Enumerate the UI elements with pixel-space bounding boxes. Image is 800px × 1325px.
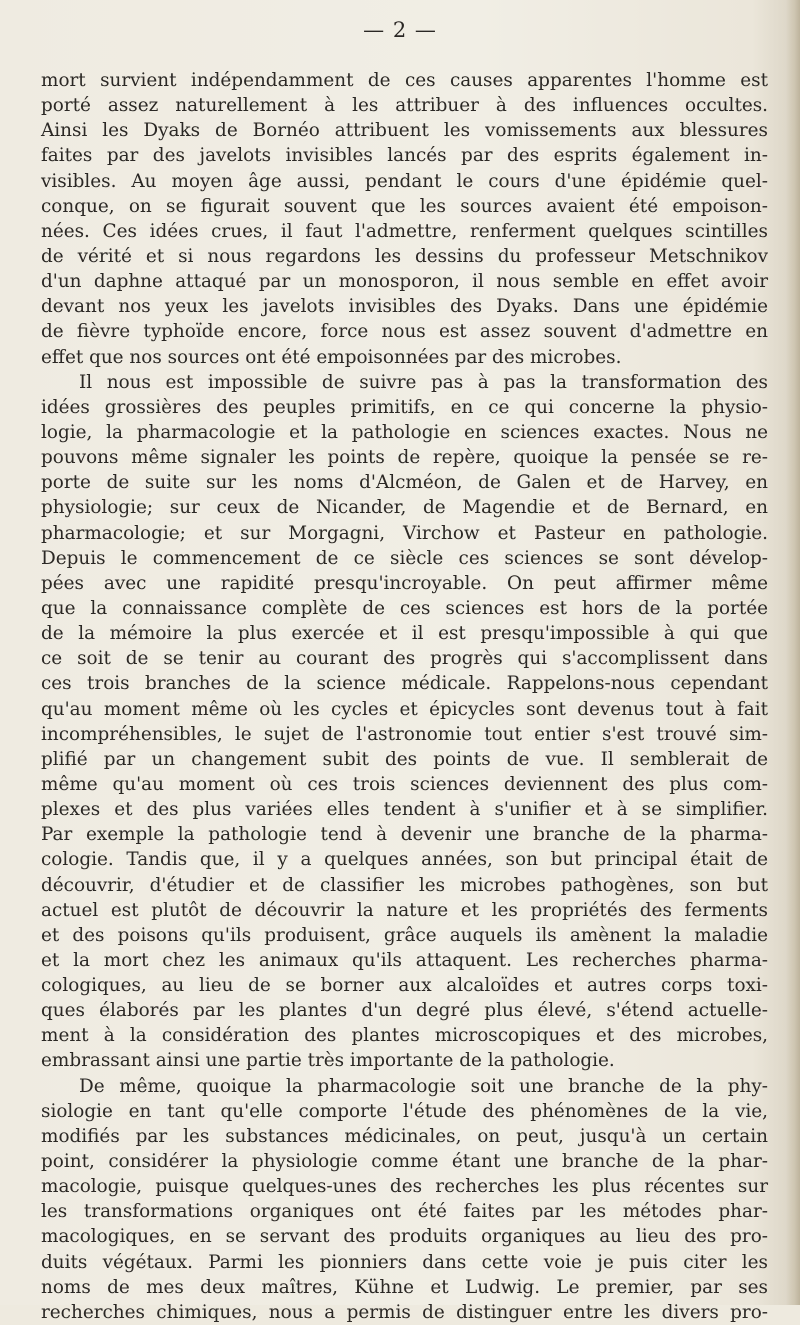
page-number: — 2 —: [363, 18, 437, 42]
text-line: ces trois branches de la science médicale. Rappelons-nous cependant: [41, 673, 768, 695]
text-line: de la mémoire la plus exercée et il est presqu'impossible à qui que: [41, 623, 768, 645]
text-line: Par exemple la pathologie tend à devenir une branche de la pharma-: [41, 824, 768, 846]
text-line: cologiques, au lieu de se borner aux alcaloïdes et autres corps toxi-: [41, 975, 768, 997]
text-line: plifié par un changement subit des points de vue. Il semblerait de: [41, 748, 768, 770]
text-line: même qu'au moment où ces trois sciences deviennent des plus com-: [41, 773, 768, 795]
text-line: porté assez naturellement à les attribuer à des influences occultes.: [41, 95, 768, 117]
text-line: idées grossières des peuples primitifs, en ce qui concerne la physio-: [41, 396, 768, 418]
text-line: physiologie; sur ceux de Nicander, de Magendie et de Bernard, en: [41, 497, 768, 519]
text-line: point, considérer la physiologie comme étant une branche de la phar-: [41, 1151, 768, 1173]
text-line: conque, on se figurait souvent que les sources avaient été empoison-: [41, 195, 768, 217]
text-line: modifiés par les substances médicinales, on peut, jusqu'à un certain: [41, 1125, 768, 1147]
text-line: plexes et des plus variées elles tendent à s'unifier et à se simplifier.: [41, 799, 768, 821]
body-text: [41, 68, 768, 1325]
text-line: et la mort chez les animaux qu'ils attaquent. Les recherches pharma-: [41, 949, 768, 971]
text-line: pouvons même signaler les points de repère, quoique la pensée se re-: [41, 447, 768, 469]
text-line: macologie, puisque quelques-unes des recherches les plus récentes sur: [41, 1176, 768, 1198]
text-line: siologie en tant qu'elle comporte l'étude des phénomènes de la vie,: [41, 1100, 768, 1122]
text-line: ce soit de se tenir au courant des progrès qui s'accomplissent dans: [41, 648, 768, 670]
text-line: Il nous est impossible de suivre pas à pas la transformation des: [79, 371, 768, 393]
text-line: et des poisons qu'ils produisent, grâce auquels ils amènent la maladie: [41, 924, 768, 946]
text-line: ment à la considération des plantes microscopiques et des microbes,: [41, 1025, 768, 1047]
text-line: De même, quoique la pharmacologie soit une branche de la phy-: [79, 1075, 768, 1097]
text-line: d'un daphne attaqué par un monosporon, il nous semble en effet avoir: [41, 271, 768, 293]
text-line: cologie. Tandis que, il y a quelques années, son but principal était de: [41, 849, 768, 871]
text-line: mort survient indépendamment de ces causes apparentes l'homme est: [41, 70, 768, 91]
text-line: actuel est plutôt de découvrir la nature et les propriétés des ferments: [41, 899, 768, 921]
text-line: que la connaissance complète de ces sciences est hors de la portée: [41, 597, 768, 619]
text-line: Depuis le commencement de ce siècle ces sciences se sont dévelop-: [41, 547, 768, 569]
text-line: macologiques, en se servant des produits organiques au lieu des pro-: [41, 1226, 768, 1248]
text-line: ques élaborés par les plantes d'un degré plus élevé, s'étend actuelle-: [41, 1000, 768, 1022]
text-line: logie, la pharmacologie et la pathologie en sciences exactes. Nous ne: [41, 421, 768, 443]
text-line: visibles. Au moyen âge aussi, pendant le cours d'une épidémie quel-: [41, 170, 768, 192]
text-line: pées avec une rapidité presqu'incroyable. On peut affirmer même: [41, 572, 768, 594]
text-line: recherches chimiques, nous a permis de distinguer entre les divers pro-: [41, 1301, 768, 1323]
text-line: devant nos yeux les javelots invisibles des Dyaks. Dans une épidémie: [41, 296, 768, 318]
text-line: découvrir, d'étudier et de classifier les microbes pathogènes, son but: [41, 874, 768, 896]
text-line: porte de suite sur les noms d'Alcméon, de Galen et de Harvey, en: [41, 472, 768, 494]
text-line: incompréhensibles, le sujet de l'astronomie tout entier s'est trouvé sim-: [41, 723, 768, 745]
text-line: noms de mes deux maîtres, Kühne et Ludwig. Le premier, par ses: [41, 1276, 768, 1298]
text-line: embrassant ainsi une partie très importante de la pathologie.: [41, 1050, 615, 1072]
text-line: duits végétaux. Parmi les pionniers dans cette voie je puis citer les: [41, 1251, 768, 1273]
text-line: nées. Ces idées crues, il faut l'admettre, renferment quelques scintilles: [41, 220, 768, 242]
text-line: de vérité et si nous regardons les dessins du professeur Metschnikov: [41, 245, 768, 267]
text-line: de fièvre typhoïde encore, force nous est assez souvent d'admettre en: [41, 321, 768, 343]
text-line: effet que nos sources ont été empoisonnées par des microbes.: [41, 346, 622, 368]
text-line: qu'au moment même où les cycles et épicycles sont devenus tout à fait: [41, 698, 768, 720]
text-line: pharmacologie; et sur Morgagni, Virchow et Pasteur en pathologie.: [41, 522, 768, 544]
page-edge: [786, 0, 800, 1305]
text-line: faites par des javelots invisibles lancés par des esprits également in-: [41, 145, 768, 167]
text-line: les transformations organiques ont été faites par les métodes phar-: [41, 1201, 768, 1223]
text-line: Ainsi les Dyaks de Bornéo attribuent les vomissements aux blessures: [41, 120, 768, 142]
